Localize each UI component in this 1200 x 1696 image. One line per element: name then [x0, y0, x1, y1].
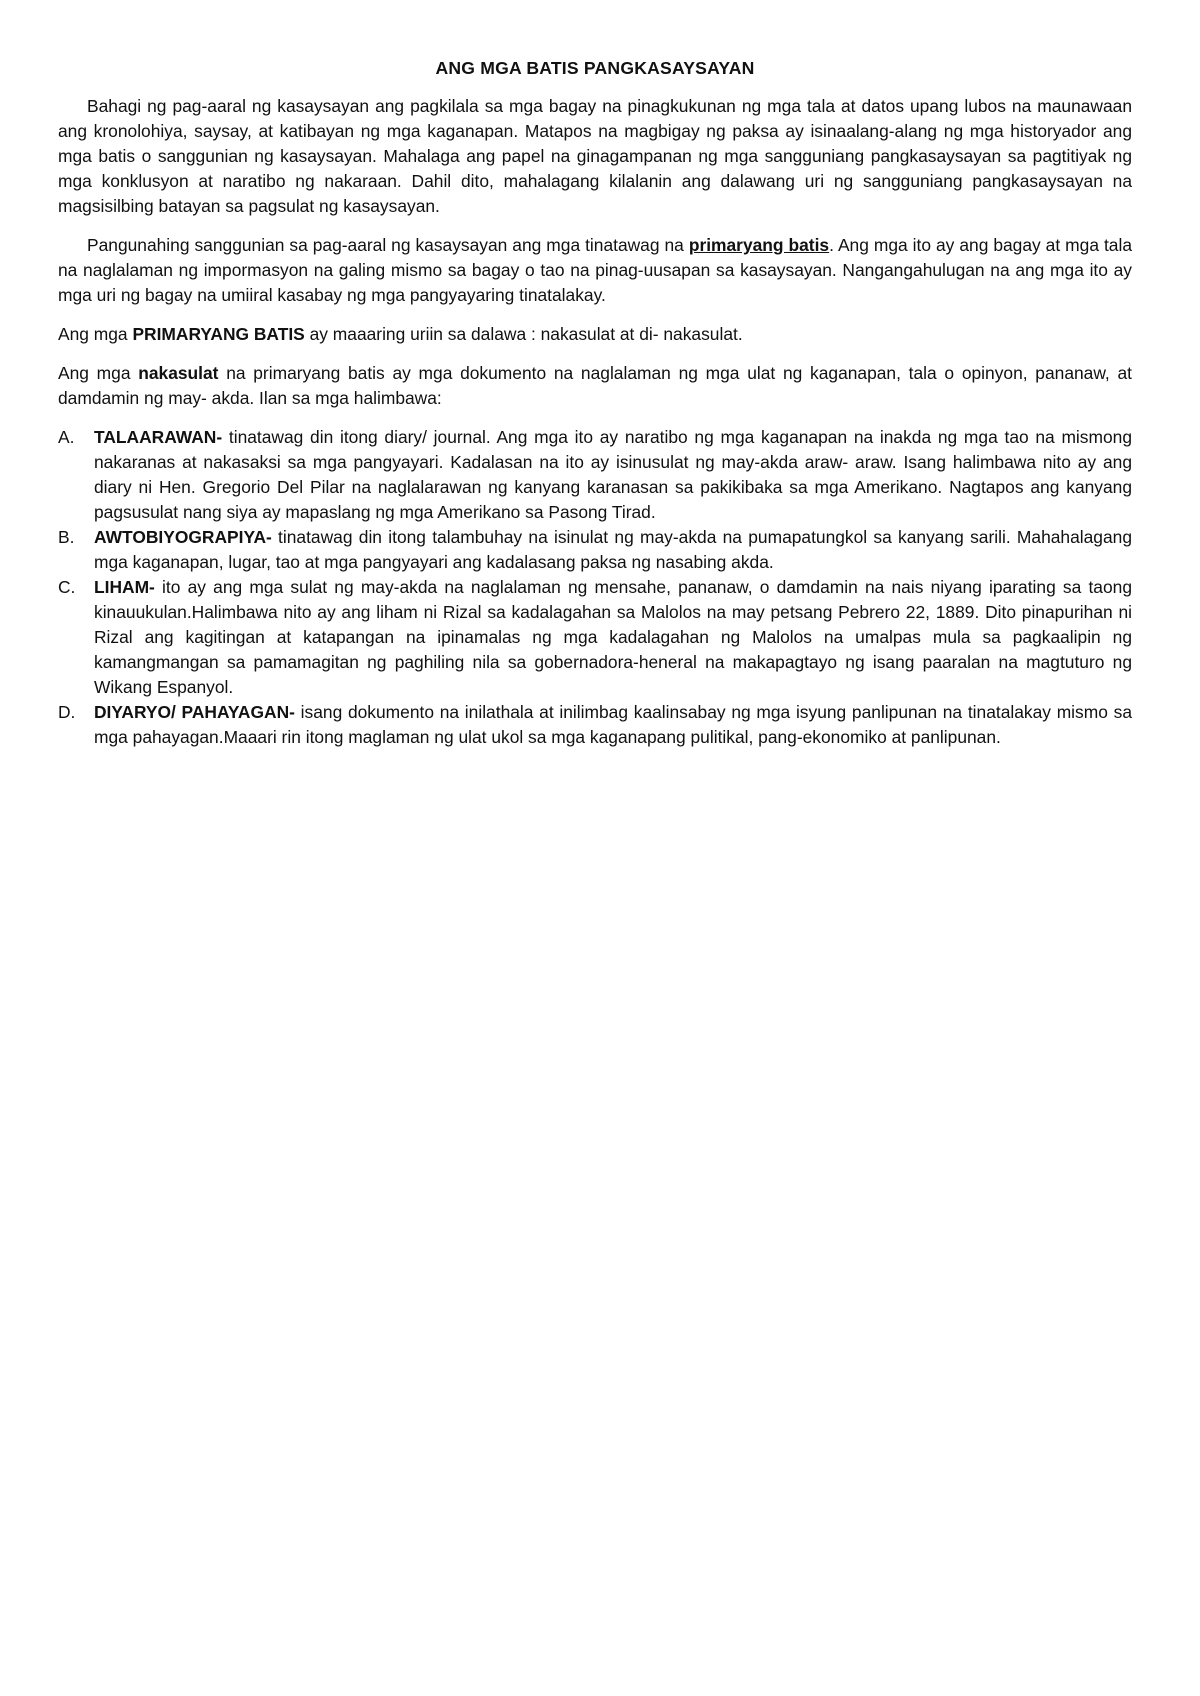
primary-sources-term: PRIMARYANG BATIS: [132, 324, 305, 344]
list-marker: D.: [58, 702, 76, 722]
list-item: [58, 700, 1132, 750]
list-item-text: isang dokumento na inilathala at inilimbag kaalinsabay ng mga isyung panlipunan na tinatalakay mismo sa mga pahayagan.Maaari rin itong maglaman ng ulat ukol sa mga kaganapang pulitikal, pang-ekonomiko at panlipunan.: [94, 702, 1132, 747]
paragraph-primary-sources: [58, 233, 1132, 308]
list-item-term: DIYARYO/ PAHAYAGAN-: [94, 702, 295, 722]
paragraph-text: Ang mga: [58, 363, 139, 383]
list-item: [58, 525, 1132, 575]
paragraph-written-sources: [58, 361, 1132, 411]
document-title: ANG MGA BATIS PANGKASAYSAYAN: [435, 58, 755, 78]
paragraph-text: Pangunahing sanggunian sa pag-aaral ng kasaysayan ang mga tinatawag na: [87, 235, 689, 255]
list-marker: C.: [58, 577, 76, 597]
paragraph-classification: [58, 322, 1132, 347]
paragraph-text: Ang mga: [58, 324, 133, 344]
document-page: [58, 56, 1132, 750]
paragraph-text: na primaryang batis ay mga dokumento na naglalaman ng mga ulat ng kaganapan, tala o opinyon, pananaw, at damdamin ng may- akda. Ilan sa mga halimbawa:: [58, 363, 1132, 408]
list-item: [58, 575, 1132, 700]
list-marker: A.: [58, 427, 75, 447]
list-marker: B.: [58, 527, 75, 547]
list-item: [58, 425, 1132, 525]
list-item-text: ito ay ang mga sulat ng may-akda na naglalaman ng mensahe, pananaw, o damdamin na nais niyang iparating sa taong kinauukulan.Halimbawa nito ay ang liham ni Rizal sa kadalagahan sa Malolos na may petsang Pebrero 22, 1889. Dito pinapurihan ni Rizal ang kagitingan at katapangan na ipinamalas ng mga kadalagahan ng Malolos na umalpas mula sa pagkaalipin ng kamangmangan sa pamamagitan ng paghiling nila sa gobernadora-heneral na makapagtayo ng isang paaralan na magtuturo ng Wikang Espanyol.: [94, 577, 1132, 697]
list-item-text: tinatawag din itong talambuhay na isinulat ng may-akda na pumapatungkol sa kanyang sarili. Mahahalagang mga kaganapan, lugar, tao at mga pangyayari ang kadalasang paksa ng nasabing akda.: [94, 527, 1132, 572]
list-item-text: tinatawag din itong diary/ journal. Ang mga ito ay naratibo ng mga kaganapan na inakda ng mga tao na mismong nakaranas at nakasaksi sa mga pangyayari. Kadalasan na ito ay isinusulat ng may-akda araw- araw. Isang halimbawa nito ay ang diary ni Hen. Gregorio Del Pilar na naglalarawan ng kanyang karanasan sa pakikibaka sa mga Amerikano. Nagtapos ang kanyang pagsusulat nang siya ay mapaslang ng mga Amerikano sa Pasong Tirad.: [94, 427, 1132, 522]
primary-source-term: primaryang batis: [688, 235, 830, 255]
paragraph-text: . Ang mga ito ay ang bagay at mga tala na naglalaman ng impormasyon na galing mismo sa bagay o tao na pinag-uusapan sa kasaysayan. Nangangahulugan na ang mga ito ay mga uri ng bagay na umiiral kasabay ng mga pangyayaring tinatalakay.: [58, 235, 1133, 305]
written-term: nakasulat: [138, 363, 219, 383]
list-item-term: LIHAM-: [94, 577, 155, 597]
paragraph-text: ay maaaring uriin sa dalawa : nakasulat at di- nakasulat.: [304, 324, 743, 344]
list-item-term: TALAARAWAN-: [94, 427, 223, 447]
list-item-term: AWTOBIYOGRAPIYA-: [94, 527, 272, 547]
examples-list: [58, 425, 1132, 750]
paragraph-intro: Bahagi ng pag-aaral ng kasaysayan ang pagkilala sa mga bagay na pinagkukunan ng mga tala at datos upang lubos na maunawaan ang kronolohiya, saysay, at katibayan ng mga kaganapan. Matapos na magbigay ng paksa ay isinaalang-alang ng mga historyador ang mga batis o sanggunian ng kasaysayan. Mahalaga ang papel na ginagampanan ng mga sangguniang pangkasaysayan sa pagtitiyak ng mga konklusyon at naratibo ng nakaraan. Dahil dito, mahalagang kilalanin ang dalawang uri ng sangguniang pangkasaysayan na magsisilbing batayan sa pagsulat ng kasaysayan.: [58, 96, 1132, 216]
